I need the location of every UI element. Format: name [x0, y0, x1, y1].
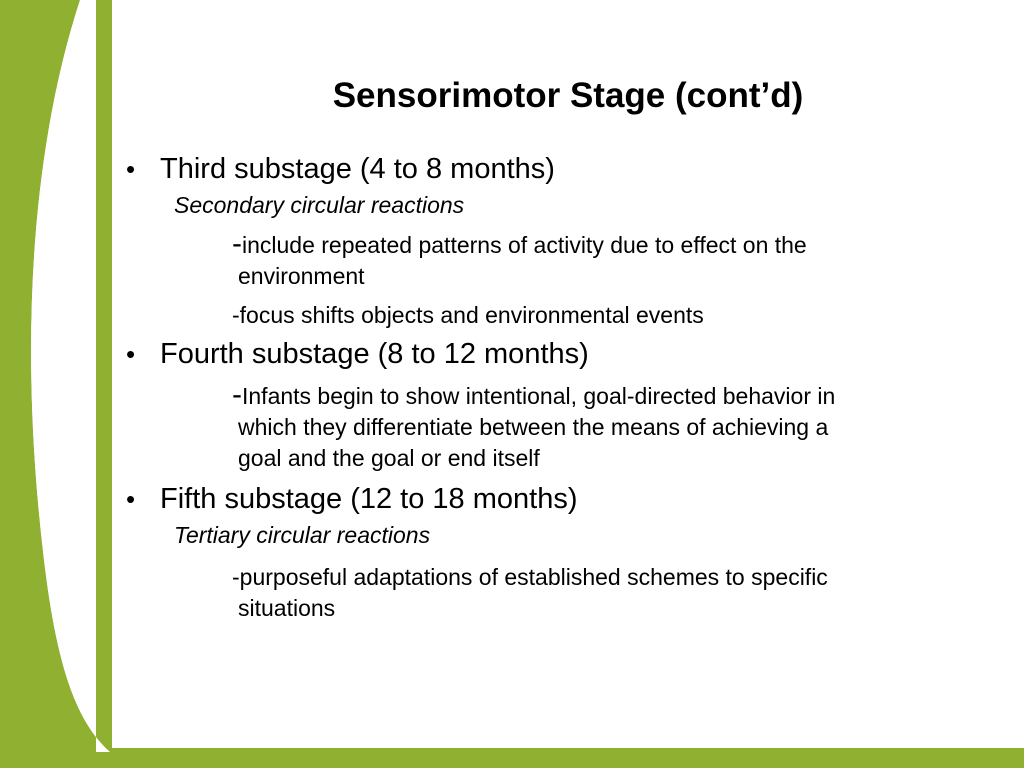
bullet-dot: • [126, 339, 136, 369]
detail-item [120, 228, 1000, 292]
detail-line: Infants begin to show intentional, goal-directed behavior in [242, 383, 836, 409]
detail-item [120, 300, 1000, 331]
bullet-third-substage [120, 150, 1000, 188]
dash-mark: - [232, 378, 242, 411]
dash-mark: - [232, 227, 242, 260]
bullet-heading: Fourth substage (8 to 12 months) [160, 338, 589, 370]
bullet-fifth-substage [120, 480, 1000, 518]
left-green-bar [96, 0, 112, 752]
detail-line: which they differentiate between the means of achieving a [238, 414, 829, 440]
detail-line: include repeated patterns of activity due to effect on the [242, 232, 807, 258]
detail-item [120, 562, 1000, 624]
detail-line: focus shifts objects and environmental events [239, 302, 704, 328]
detail-line: environment [238, 263, 365, 289]
slide-body [120, 150, 1000, 624]
bottom-green-bar [0, 748, 1024, 768]
bullet-fourth-substage [120, 335, 1000, 373]
slide-title: Sensorimotor Stage (cont’d) [332, 76, 804, 115]
bullet-dot: • [126, 484, 136, 514]
subheading-secondary-circular: Secondary circular reactions [174, 192, 465, 218]
subheading-tertiary-circular: Tertiary circular reactions [174, 522, 431, 548]
bullet-dot: • [126, 154, 136, 184]
detail-line: purposeful adaptations of established schemes to specific [239, 564, 828, 590]
detail-line: goal and the goal or end itself [238, 445, 540, 471]
dash-mark: - [232, 564, 240, 590]
bullet-heading: Third substage (4 to 8 months) [160, 153, 555, 185]
bullet-heading: Fifth substage (12 to 18 months) [160, 483, 578, 515]
detail-item [120, 379, 1000, 474]
dash-mark: - [232, 302, 240, 328]
detail-line: situations [238, 595, 336, 621]
